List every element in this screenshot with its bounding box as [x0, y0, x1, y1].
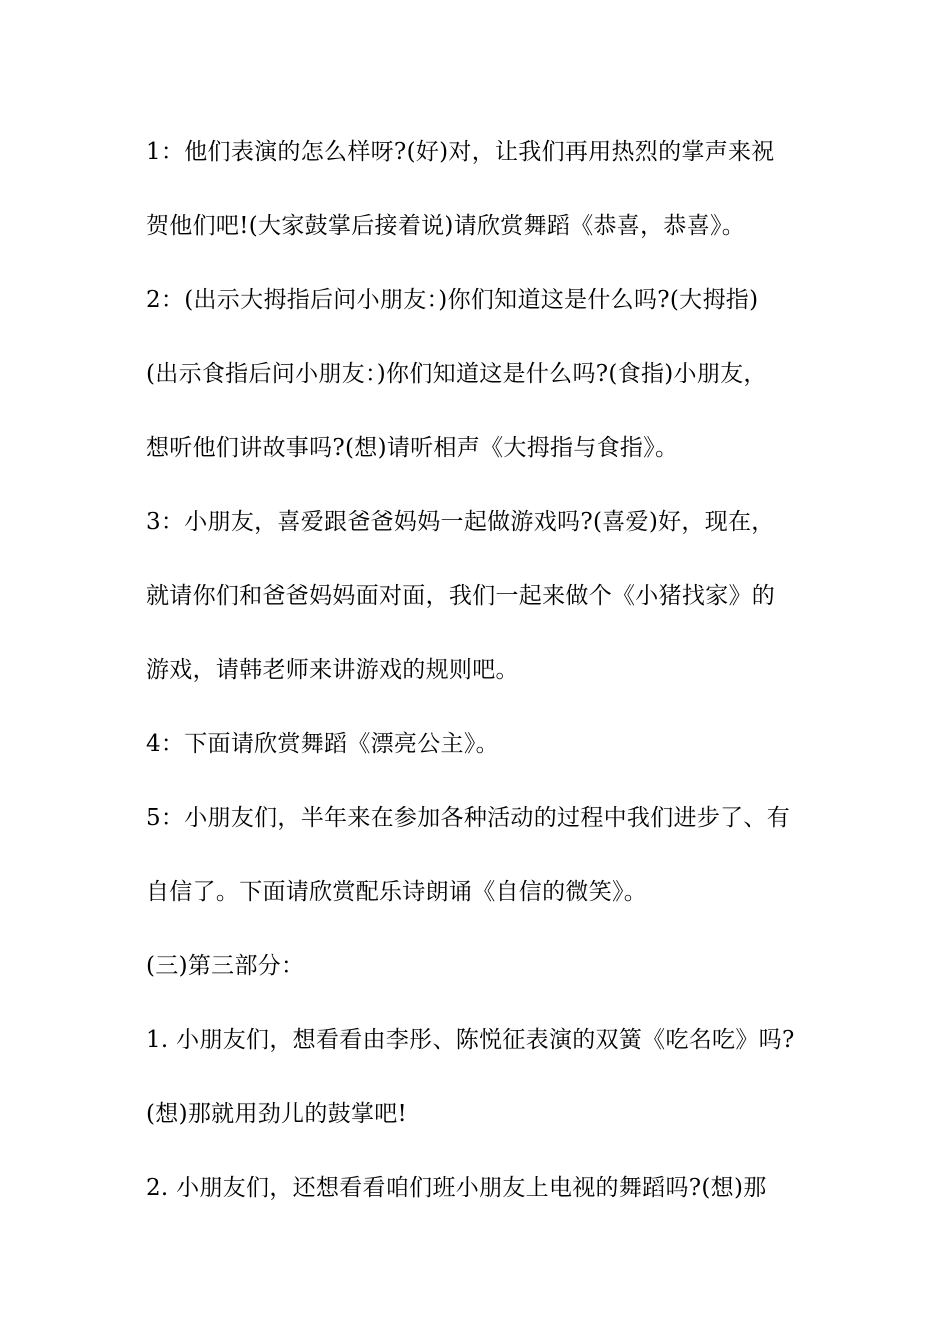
text-line: 游戏，请韩老师来讲游戏的规则吧。 [146, 657, 519, 683]
text-line: 贺他们吧!(大家鼓掌后接着说)请欣赏舞蹈《恭喜，恭喜》。 [146, 213, 746, 239]
text-line: 2：(出示大拇指后问小朋友：)你们知道这是什么吗?(大拇指) [146, 287, 759, 313]
section-heading: (三)第三部分： [146, 953, 305, 979]
text-line: 4：下面请欣赏舞蹈《漂亮公主》。 [146, 731, 499, 757]
text-line: 2. 小朋友们，还想看看咱们班小朋友上电视的舞蹈吗?(想)那 [146, 1175, 767, 1201]
text-line: 就请你们和爸爸妈妈面对面，我们一起来做个《小猪找家》的 [146, 583, 776, 609]
text-line: 想听他们讲故事吗?(想)请听相声《大拇指与食指》。 [146, 435, 679, 461]
text-line: 自信了。下面请欣赏配乐诗朗诵《自信的微笑》。 [146, 879, 648, 905]
text-line: 5：小朋友们，半年来在参加各种活动的过程中我们进步了、有 [146, 805, 791, 831]
text-line: 1：他们表演的怎么样呀?(好)对，让我们再用热烈的掌声来祝 [146, 139, 775, 165]
text-line: 3：小朋友，喜爱跟爸爸妈妈一起做游戏吗?(喜爱)好，现在， [146, 509, 775, 535]
text-line: (想)那就用劲儿的鼓掌吧! [146, 1101, 408, 1127]
text-line: 1. 小朋友们，想看看由李彤、陈悦征表演的双簧《吃名吃》吗? [146, 1027, 795, 1053]
text-line: (出示食指后问小朋友：)你们知道这是什么吗?(食指)小朋友， [146, 361, 767, 387]
